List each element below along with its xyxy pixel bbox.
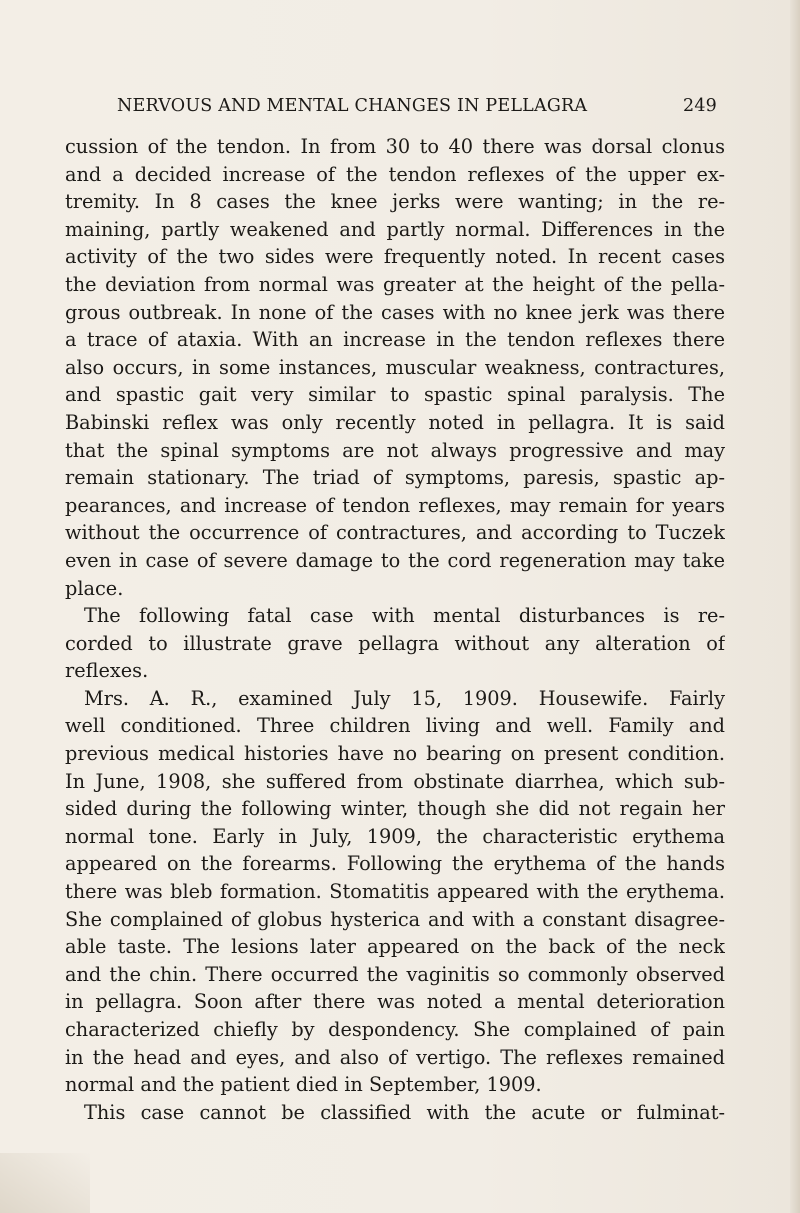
text-line: the deviation from normal was greater at the height of the pella- xyxy=(65,272,725,296)
body-text xyxy=(65,133,725,1126)
text-line: normal and the patient died in September, 1909. xyxy=(65,1073,542,1097)
text-line: without the occurrence of contractures, and according to Tuczek xyxy=(65,521,725,545)
text-line: able taste. The lesions later appeared on the back of the neck xyxy=(65,935,725,959)
text-line: Mrs. A. R., examined July 15, 1909. Housewife. Fairly xyxy=(84,686,725,710)
text-line: even in case of severe damage to the cord regeneration may take xyxy=(65,548,725,572)
text-line: The following fatal case with mental disturbances is re- xyxy=(84,604,725,628)
text-line: also occurs, in some instances, muscular weakness, contractures, xyxy=(65,355,725,379)
text-line: in the head and eyes, and also of vertigo. The reflexes remained xyxy=(65,1045,725,1069)
text-line: a trace of ataxia. With an increase in the tendon reflexes there xyxy=(65,328,725,352)
text-line: characterized chiefly by despondency. She complained of pain xyxy=(65,1018,725,1041)
page-corner-shadow xyxy=(0,1153,90,1213)
text-line: She complained of globus hysterica and with a constant disagree- xyxy=(65,907,725,931)
text-line: tremity. In 8 cases the knee jerks were wanting; in the re- xyxy=(65,190,725,214)
running-head-title: NERVOUS AND MENTAL CHANGES IN PELLAGRA xyxy=(117,96,588,116)
text-line: and spastic gait very similar to spastic spinal paralysis. The xyxy=(65,383,725,407)
text-line: activity of the two sides were frequently noted. In recent cases xyxy=(65,245,725,269)
text-line: maining, partly weakened and partly normal. Differences in the xyxy=(65,217,725,241)
text-line: previous medical histories have no bearing on present condition. xyxy=(65,742,725,766)
text-line: well conditioned. Three children living and well. Family and xyxy=(65,714,725,738)
text-line: This case cannot be classified with the acute or fulminat- xyxy=(84,1100,725,1124)
page-number: 249 xyxy=(682,96,717,116)
text-line: corded to illustrate grave pellagra without any alteration of xyxy=(65,631,725,655)
page-edge-shadow xyxy=(790,0,800,1213)
running-head xyxy=(117,96,717,116)
text-line: pearances, and increase of tendon reflexes, may remain for years xyxy=(65,493,725,517)
text-line: there was bleb formation. Stomatitis appeared with the erythema. xyxy=(65,880,725,904)
text-line: in pellagra. Soon after there was noted a mental deterioration xyxy=(65,990,725,1014)
text-line: appeared on the forearms. Following the erythema of the hands xyxy=(65,852,725,876)
text-line: In June, 1908, she suffered from obstinate diarrhea, which sub- xyxy=(65,769,725,793)
text-line: grous outbreak. In none of the cases with no knee jerk was there xyxy=(65,300,725,324)
text-line: sided during the following winter, though she did not regain her xyxy=(65,797,725,821)
text-line: normal tone. Early in July, 1909, the characteristic erythema xyxy=(65,824,725,848)
text-line: reflexes. xyxy=(65,659,149,683)
text-line: cussion of the tendon. In from 30 to 40 there was dorsal clonus xyxy=(65,135,725,158)
text-line: place. xyxy=(65,576,124,600)
text-line: that the spinal symptoms are not always progressive and may xyxy=(65,438,725,462)
text-line: and the chin. There occurred the vaginitis so commonly observed xyxy=(65,962,725,986)
text-line: remain stationary. The triad of symptoms, paresis, spastic ap- xyxy=(65,466,725,490)
text-line: and a decided increase of the tendon reflexes of the upper ex- xyxy=(65,162,725,186)
text-line: Babinski reflex was only recently noted in pellagra. It is said xyxy=(65,410,725,434)
